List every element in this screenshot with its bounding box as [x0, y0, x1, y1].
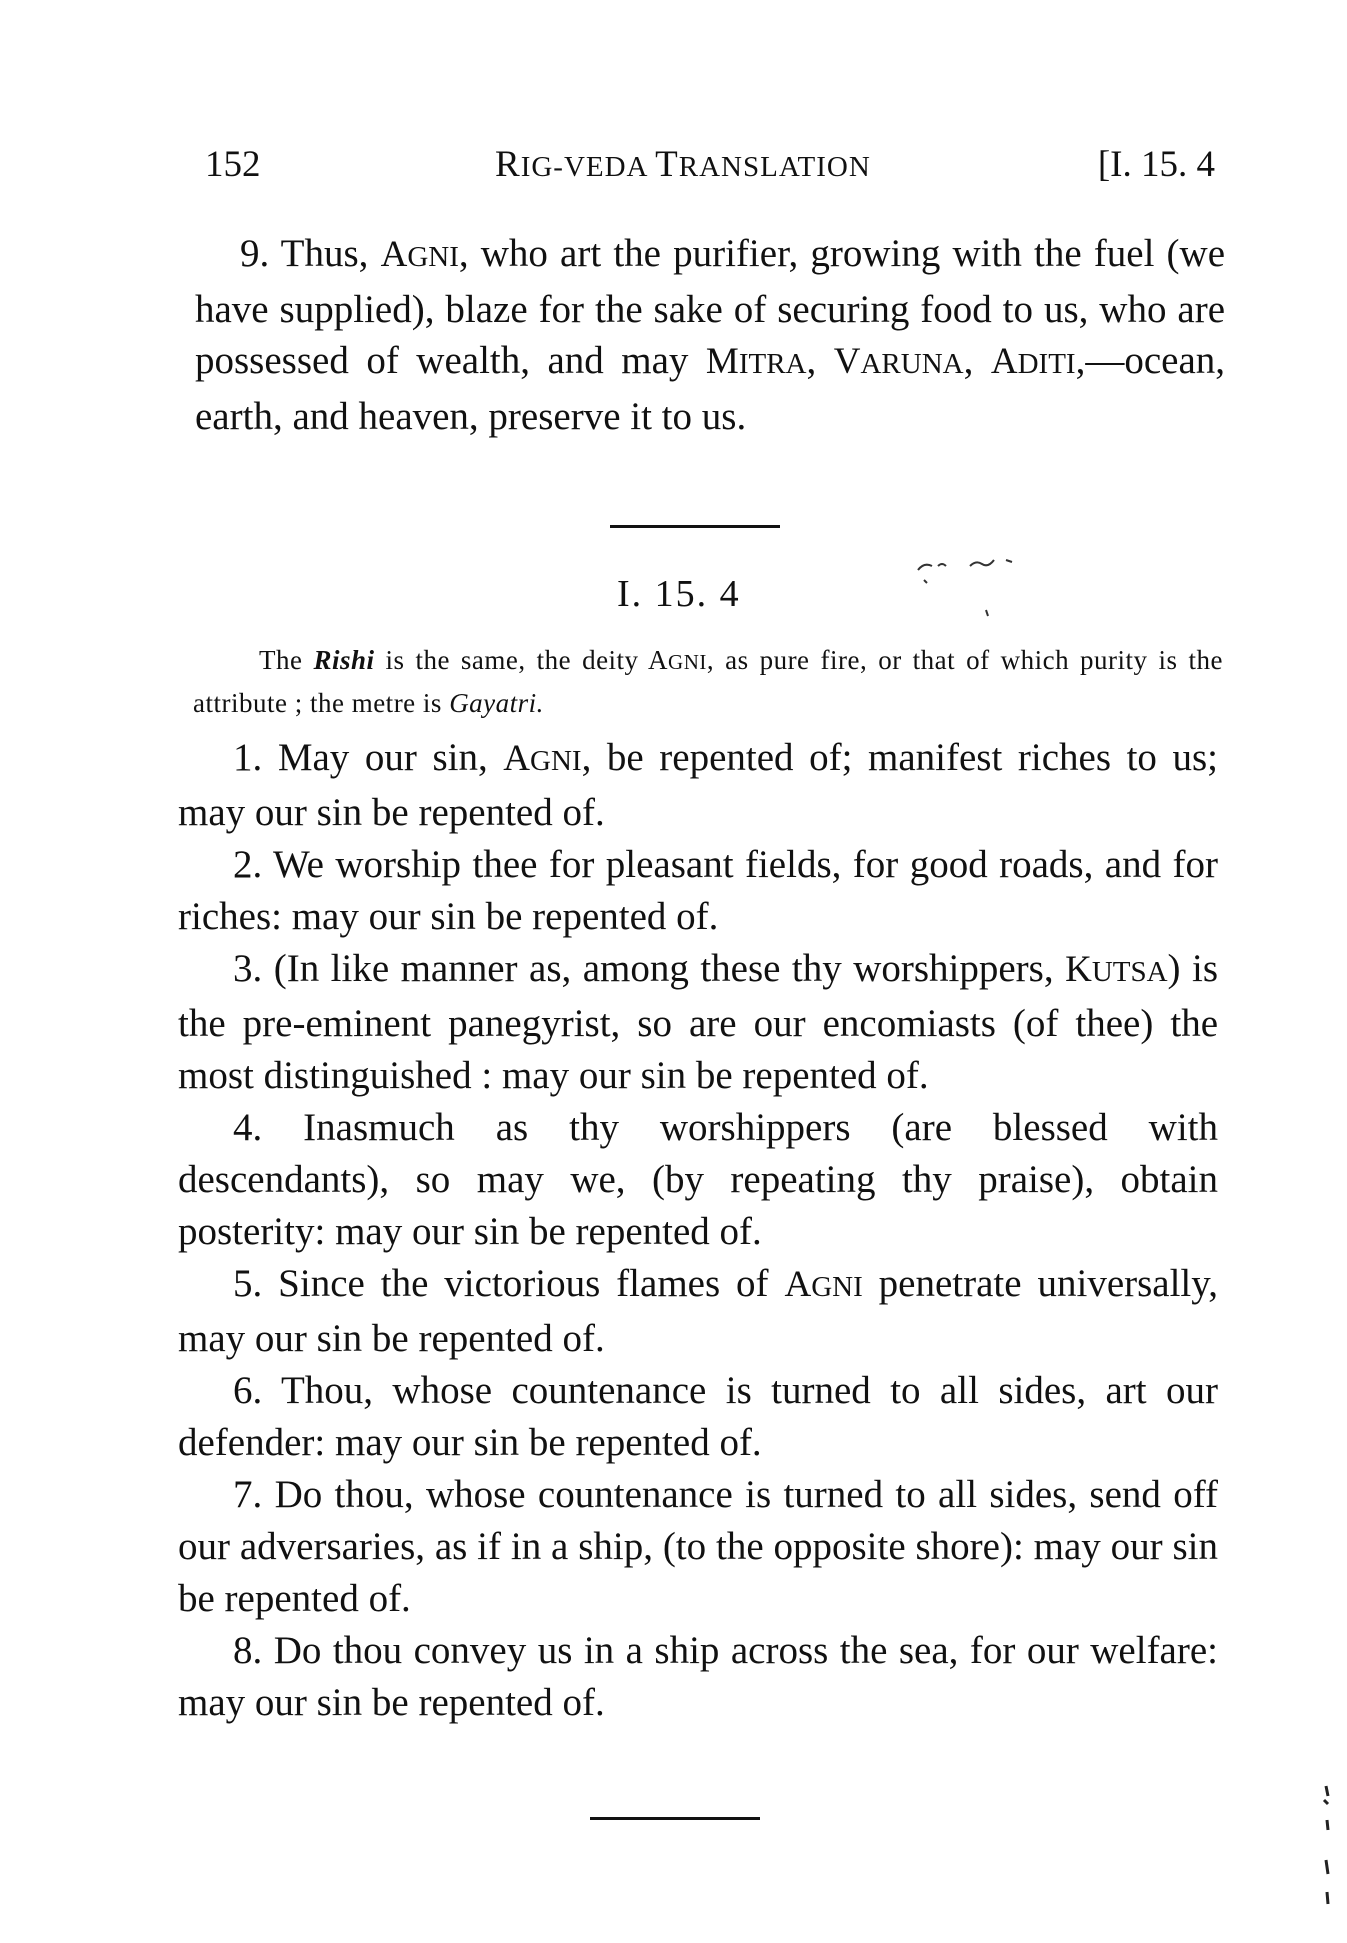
- verse-list: [178, 732, 1218, 1729]
- section-note: The Rishi is the same, the deity AGNI, as pure fire, or that of which purity is the attribute ; the metre is Gayatri.: [193, 645, 1223, 718]
- verse-3: 3. (In like manner as, among these thy worshippers, KUTSA) is the pre-eminent panegyrist, so are our encomiasts (of thee) the most distinguished : may our sin be repented of.: [178, 947, 1219, 1097]
- verse-7: 7. Do thou, whose countenance is turned to all sides, send off our adversaries, as if in a ship, (to the opposite shore): may our sin be repented of.: [178, 1473, 1218, 1620]
- verse-6: 6. Thou, whose countenance is turned to all sides, art our defender: may our sin be repented of.: [178, 1369, 1218, 1464]
- running-header: [205, 143, 1215, 193]
- section-divider-top: [610, 525, 780, 528]
- verse-4: 4. Inasmuch as thy worshippers (are blessed with descendants), so may we, (by repeating thy praise), obtain posterity: may our sin be repented of.: [178, 1106, 1218, 1253]
- running-title: RIG-VEDA TRANSLATION: [495, 144, 871, 185]
- ink-smudge: [910, 552, 1020, 622]
- margin-marks: [1318, 1780, 1338, 1910]
- page-number: 152: [205, 144, 261, 185]
- section-reference: [I. 15. 4: [1097, 144, 1215, 185]
- verse-1: 1. May our sin, AGNI, be repented of; manifest riches to us; may our sin be repented of.: [178, 736, 1218, 834]
- verse-5: 5. Since the victorious flames of AGNI penetrate universally, may our sin be repented of.: [178, 1262, 1218, 1360]
- section-heading: I. 15. 4: [617, 573, 741, 615]
- verse-8: 8. Do thou convey us in a ship across the sea, for our welfare: may our sin be repented of.: [178, 1629, 1218, 1724]
- section-divider-bottom: [590, 1817, 760, 1820]
- verse-2: 2. We worship thee for pleasant fields, for good roads, and for riches: may our sin be repented of.: [178, 843, 1218, 938]
- verse-9-paragraph: 9. Thus, AGNI, who art the purifier, growing with the fuel (we have supplied), blaze for the sake of securing food to us, who are possessed of wealth, and may MITRA, VARUNA, ADITI,—ocean, earth, and heaven, preserve it to us.: [195, 232, 1226, 438]
